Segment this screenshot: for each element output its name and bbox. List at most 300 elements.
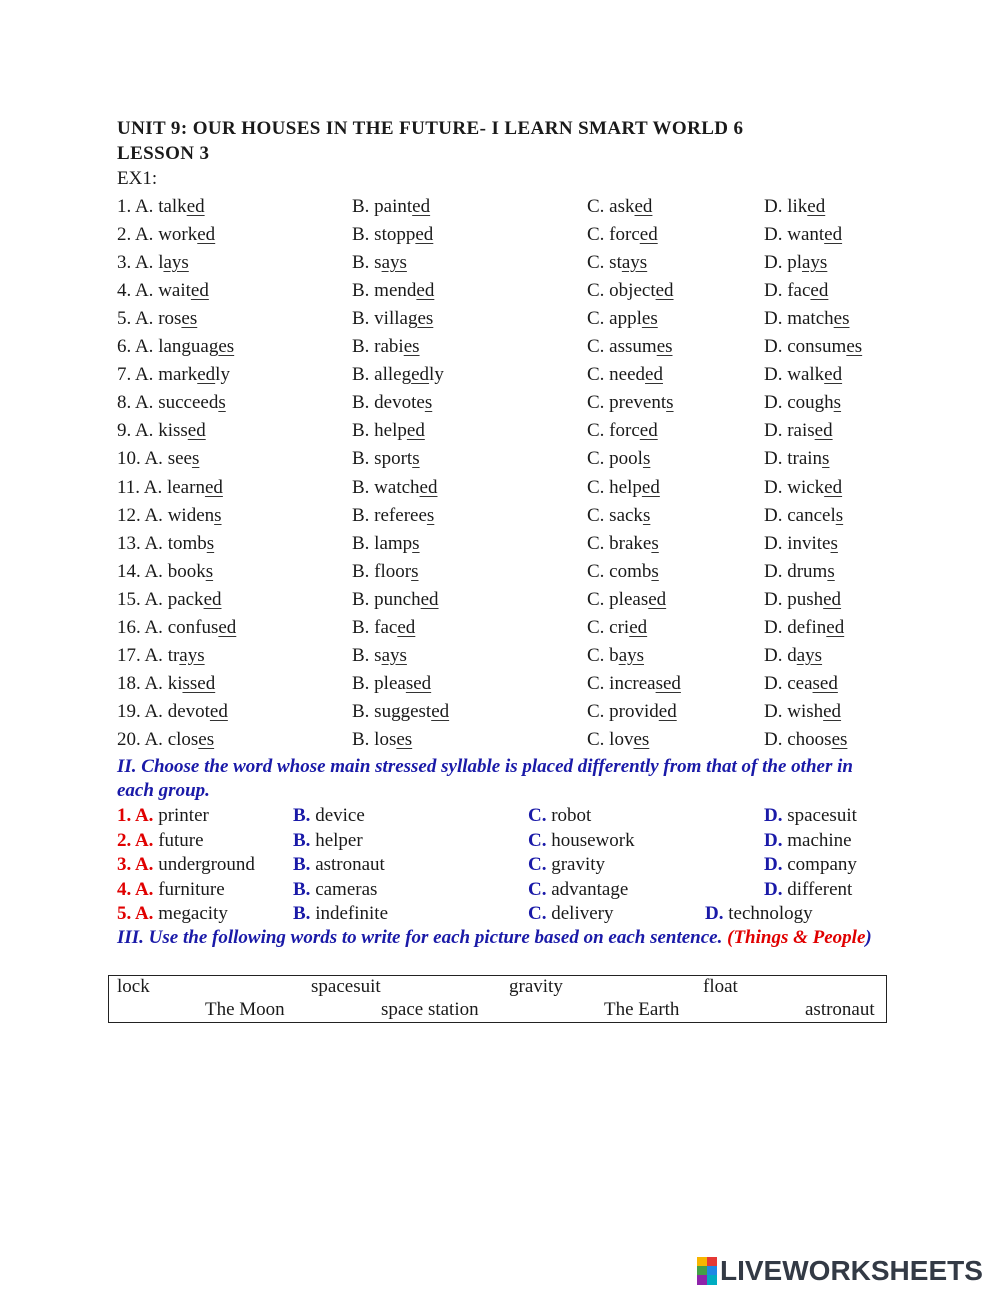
underlined-part: ed bbox=[406, 420, 425, 442]
option-c bbox=[587, 392, 674, 414]
question-number: 14. A. bbox=[117, 560, 168, 582]
word-part: B. paint bbox=[352, 196, 413, 217]
word-part: B. villag bbox=[352, 308, 418, 330]
underlined-part: s bbox=[424, 392, 433, 414]
option-letter: C. bbox=[528, 878, 552, 900]
option-letter: 5. A. bbox=[117, 903, 159, 925]
question-number: 13. A. bbox=[117, 532, 168, 554]
option-d bbox=[764, 420, 833, 442]
option-d bbox=[764, 617, 844, 639]
option-d bbox=[764, 805, 857, 827]
option-b bbox=[293, 879, 377, 901]
word-part: C. assum bbox=[587, 336, 657, 358]
option-d bbox=[764, 224, 842, 246]
option-c bbox=[528, 830, 635, 852]
underlined-part: ed bbox=[634, 196, 653, 217]
option-word: gravity bbox=[551, 854, 606, 876]
option-c bbox=[587, 420, 658, 442]
underlined-part: ays bbox=[381, 644, 407, 666]
word-part: see bbox=[167, 448, 192, 470]
question-number: 10. A. bbox=[117, 448, 168, 470]
option-letter: C. bbox=[528, 829, 552, 851]
word-part: B. devote bbox=[352, 392, 425, 414]
word-part: B. mend bbox=[352, 280, 417, 302]
question-number: 9. A. bbox=[117, 420, 159, 442]
option-c bbox=[528, 903, 614, 925]
underlined-part: ays bbox=[796, 644, 823, 666]
underlined-part: ed bbox=[186, 196, 205, 217]
underlined-part: es bbox=[641, 308, 658, 330]
word-part: D. pl bbox=[764, 252, 802, 274]
option-c bbox=[587, 701, 677, 723]
option-b bbox=[293, 854, 385, 876]
underlined-part: ed bbox=[807, 196, 826, 217]
option-c bbox=[587, 505, 650, 527]
underlined-part: ays bbox=[179, 644, 205, 666]
option-a bbox=[117, 830, 204, 852]
option-word: device bbox=[315, 805, 365, 826]
underlined-part: s bbox=[191, 448, 200, 470]
option-d bbox=[764, 364, 842, 386]
underlined-part: ed bbox=[655, 280, 674, 302]
option-c bbox=[587, 561, 659, 583]
word-part: D. push bbox=[764, 588, 824, 610]
exercise1-row bbox=[0, 224, 1000, 252]
logo-block bbox=[707, 1257, 717, 1266]
question-number: 17. A. bbox=[117, 644, 168, 666]
underlined-part: ed bbox=[420, 588, 439, 610]
underlined-part: es bbox=[831, 728, 848, 750]
option-a bbox=[117, 448, 199, 470]
underlined-part: es bbox=[218, 336, 235, 358]
exercise1-row bbox=[0, 533, 1000, 561]
option-word: cameras bbox=[315, 878, 378, 900]
option-letter: B. bbox=[293, 829, 316, 851]
word-part: kiss bbox=[158, 420, 188, 442]
word-part: C. st bbox=[587, 252, 622, 274]
option-d bbox=[764, 477, 842, 499]
underlined-part: es bbox=[417, 308, 434, 330]
word-part: D. walk bbox=[764, 364, 825, 386]
option-d bbox=[764, 645, 822, 667]
underlined-part: s bbox=[205, 560, 214, 582]
word-bank-item: float bbox=[703, 976, 738, 997]
underlined-part: ed bbox=[431, 700, 450, 722]
word-part: B. s bbox=[352, 252, 382, 274]
option-letter: B. bbox=[293, 903, 316, 925]
underlined-part: ays bbox=[621, 252, 648, 274]
underlined-part: s bbox=[651, 532, 659, 554]
liveworksheets-logo bbox=[697, 1254, 983, 1288]
option-letter: C. bbox=[528, 903, 552, 925]
option-word: future bbox=[158, 829, 204, 851]
option-c bbox=[587, 673, 681, 695]
word-part: C. prevent bbox=[587, 392, 667, 414]
question-number: 20. A. bbox=[117, 728, 168, 750]
underlined-part: sed bbox=[405, 672, 432, 694]
underlined-part: s bbox=[833, 392, 842, 414]
option-word: company bbox=[787, 854, 857, 876]
option-c bbox=[587, 448, 650, 470]
option-a bbox=[117, 701, 228, 723]
word-part: wait bbox=[158, 280, 191, 302]
word-part: l bbox=[158, 252, 164, 274]
underlined-part: ed bbox=[197, 364, 216, 386]
word-part: clos bbox=[167, 728, 199, 750]
word-part: D. choos bbox=[764, 728, 832, 750]
underlined-part: s bbox=[218, 392, 226, 414]
word-part: B. help bbox=[352, 420, 407, 442]
word-part: D. cough bbox=[764, 392, 834, 414]
underlined-part: ed bbox=[629, 616, 648, 638]
exercise1-row bbox=[0, 196, 1000, 224]
word-part: ki bbox=[167, 672, 183, 694]
option-d bbox=[764, 830, 852, 852]
word-bank-item: gravity bbox=[509, 976, 563, 997]
option-a bbox=[117, 308, 197, 330]
word-part: D. wick bbox=[764, 476, 825, 498]
exercise1-row bbox=[0, 729, 1000, 757]
underlined-part: ed bbox=[197, 224, 216, 246]
word-part: C. provid bbox=[587, 700, 659, 722]
word-part: B. rabi bbox=[352, 336, 404, 358]
word-part: C. need bbox=[587, 364, 646, 386]
option-d bbox=[764, 308, 849, 330]
option-c bbox=[528, 879, 628, 901]
underlined-part: ed bbox=[419, 476, 438, 498]
word-part: C. sack bbox=[587, 504, 643, 526]
exercise1-row bbox=[0, 645, 1000, 673]
option-c bbox=[587, 729, 649, 751]
section3-paren-close: ) bbox=[865, 927, 872, 948]
exercise1-row bbox=[0, 448, 1000, 476]
underlined-part: ed bbox=[641, 476, 660, 498]
option-a bbox=[117, 617, 236, 639]
option-d bbox=[764, 336, 862, 358]
option-b bbox=[352, 308, 433, 330]
exercise1-row bbox=[0, 420, 1000, 448]
underlined-part: s bbox=[411, 560, 419, 582]
option-b bbox=[293, 903, 388, 925]
logo-block bbox=[697, 1266, 707, 1275]
option-letter: 3. A. bbox=[117, 854, 159, 876]
word-part: C. help bbox=[587, 476, 642, 498]
underlined-part: ed bbox=[218, 616, 237, 638]
option-a bbox=[117, 336, 234, 358]
underlined-part: s bbox=[426, 504, 435, 526]
word-part: work bbox=[158, 224, 198, 246]
option-letter: D. bbox=[764, 878, 788, 900]
question-number: 4. A. bbox=[117, 280, 159, 302]
option-c bbox=[587, 645, 644, 667]
underlined-part: ed bbox=[648, 588, 667, 610]
question-number: 7. A. bbox=[117, 364, 159, 386]
underlined-part: ed bbox=[411, 364, 430, 386]
underlined-part: es bbox=[403, 336, 420, 358]
underlined-part: ed bbox=[826, 616, 845, 638]
underlined-part: s bbox=[206, 532, 215, 554]
option-letter: D. bbox=[705, 903, 729, 925]
option-c bbox=[587, 252, 647, 274]
option-d bbox=[764, 252, 827, 274]
word-part: C. pleas bbox=[587, 588, 649, 610]
underlined-part: s bbox=[642, 504, 651, 526]
option-b bbox=[352, 364, 444, 386]
underlined-part: es bbox=[633, 728, 650, 750]
question-number: 1. A. bbox=[117, 196, 159, 217]
option-c bbox=[587, 196, 652, 218]
word-bank-item: The Earth bbox=[604, 999, 680, 1020]
question-number: 18. A. bbox=[117, 672, 168, 694]
underlined-part: s bbox=[835, 504, 844, 526]
exercise1-row bbox=[0, 336, 1000, 364]
exercise-label: EX1: bbox=[117, 168, 158, 189]
option-word: underground bbox=[158, 854, 255, 876]
option-b bbox=[352, 477, 437, 499]
word-part: ly bbox=[215, 364, 230, 386]
word-part: devot bbox=[167, 700, 210, 722]
option-a bbox=[117, 729, 214, 751]
underlined-part: es bbox=[181, 308, 198, 330]
option-a bbox=[117, 224, 215, 246]
option-word: robot bbox=[551, 805, 592, 826]
exercise1-row bbox=[0, 701, 1000, 729]
word-part: D. want bbox=[764, 224, 825, 246]
exercise1-row bbox=[0, 252, 1000, 280]
option-a bbox=[117, 533, 214, 555]
option-a bbox=[117, 420, 206, 442]
underlined-part: ed bbox=[639, 224, 658, 246]
option-c bbox=[528, 854, 605, 876]
question-number: 5. A. bbox=[117, 308, 159, 330]
option-c bbox=[587, 224, 658, 246]
option-b bbox=[352, 673, 431, 695]
word-part: B. lamp bbox=[352, 532, 413, 554]
logo-text: LIVEWORKSHEETS bbox=[720, 1255, 983, 1286]
word-part: succeed bbox=[158, 392, 219, 414]
word-part: B. alleg bbox=[352, 364, 412, 386]
exercise1-row bbox=[0, 505, 1000, 533]
word-part: C. b bbox=[587, 644, 619, 666]
option-c bbox=[587, 308, 658, 330]
section3-highlight: Things & People bbox=[733, 927, 866, 948]
underlined-part: ed bbox=[824, 476, 843, 498]
option-a bbox=[117, 561, 213, 583]
word-part: D. consum bbox=[764, 336, 847, 358]
question-number: 16. A. bbox=[117, 616, 168, 638]
option-c bbox=[528, 805, 591, 827]
option-c bbox=[587, 617, 647, 639]
word-part: C. increa bbox=[587, 672, 656, 694]
option-word: different bbox=[787, 878, 853, 900]
word-part: languag bbox=[158, 336, 219, 358]
option-b bbox=[352, 701, 449, 723]
underlined-part: ed bbox=[824, 224, 843, 246]
underlined-part: s bbox=[822, 448, 830, 470]
word-part: B. suggest bbox=[352, 700, 432, 722]
option-b bbox=[352, 729, 412, 751]
option-a bbox=[117, 589, 222, 611]
option-a bbox=[117, 854, 255, 876]
logo-block bbox=[707, 1266, 717, 1275]
option-d bbox=[764, 392, 841, 414]
lesson-title: LESSON 3 bbox=[117, 143, 210, 164]
option-word: machine bbox=[787, 829, 852, 851]
underlined-part: ed bbox=[415, 224, 434, 246]
option-a bbox=[117, 673, 215, 695]
option-a bbox=[117, 252, 189, 274]
option-d bbox=[764, 673, 838, 695]
option-b bbox=[293, 805, 365, 827]
underlined-part: ed bbox=[209, 700, 228, 722]
option-word: housework bbox=[551, 829, 635, 851]
option-b bbox=[352, 336, 420, 358]
underlined-part: es bbox=[846, 336, 863, 358]
word-part: ly bbox=[429, 364, 444, 386]
word-part: D. fac bbox=[764, 280, 811, 302]
section2-row bbox=[0, 805, 1000, 830]
option-letter: C. bbox=[528, 854, 552, 876]
option-letter: 4. A. bbox=[117, 878, 159, 900]
section3-heading-text: III. Use the following words to write for each picture based on each sentence. bbox=[117, 927, 723, 948]
option-b bbox=[352, 280, 434, 302]
word-bank-item: space station bbox=[381, 999, 479, 1020]
underlined-part: ssed bbox=[182, 672, 216, 694]
option-letter: B. bbox=[293, 878, 316, 900]
option-a bbox=[117, 903, 228, 925]
option-a bbox=[117, 505, 222, 527]
option-letter: B. bbox=[293, 854, 316, 876]
question-number: 6. A. bbox=[117, 336, 159, 358]
option-d bbox=[764, 561, 835, 583]
option-b bbox=[352, 392, 432, 414]
underlined-part: ed bbox=[810, 280, 829, 302]
option-a bbox=[117, 879, 225, 901]
exercise1-row bbox=[0, 673, 1000, 701]
underlined-part: ays bbox=[618, 644, 645, 666]
logo-blocks-icon bbox=[697, 1257, 717, 1285]
option-a bbox=[117, 392, 226, 414]
option-a bbox=[117, 280, 209, 302]
option-word: megacity bbox=[158, 903, 228, 925]
word-part: tr bbox=[167, 644, 180, 666]
underlined-part: ed bbox=[639, 420, 658, 442]
option-letter: C. bbox=[528, 805, 552, 826]
section2-row bbox=[0, 879, 1000, 904]
option-d bbox=[764, 505, 843, 527]
section2-heading: II. Choose the word whose main stressed syllable is placed differently from that of the other in each group. bbox=[117, 756, 853, 801]
option-word: printer bbox=[158, 805, 209, 826]
underlined-part: s bbox=[412, 532, 420, 554]
word-part: mark bbox=[158, 364, 198, 386]
logo-block bbox=[697, 1275, 707, 1285]
option-d bbox=[764, 196, 825, 218]
option-a bbox=[117, 477, 223, 499]
word-part: B. floor bbox=[352, 560, 412, 582]
option-b bbox=[352, 589, 439, 611]
option-d bbox=[764, 729, 847, 751]
logo-block bbox=[707, 1275, 717, 1285]
word-part: C. object bbox=[587, 280, 656, 302]
word-part: D. train bbox=[764, 448, 823, 470]
option-a bbox=[117, 645, 205, 667]
word-part: B. punch bbox=[352, 588, 421, 610]
question-number: 2. A. bbox=[117, 224, 159, 246]
option-b bbox=[352, 448, 420, 470]
word-part: confus bbox=[167, 616, 219, 638]
option-c bbox=[587, 336, 673, 358]
option-d bbox=[764, 280, 828, 302]
underlined-part: s bbox=[666, 392, 674, 414]
word-part: ros bbox=[158, 308, 182, 330]
word-part: book bbox=[167, 560, 206, 582]
word-part: D. cancel bbox=[764, 504, 836, 526]
word-part: D. rais bbox=[764, 420, 815, 442]
word-part: D. match bbox=[764, 308, 834, 330]
question-number: 8. A. bbox=[117, 392, 159, 414]
exercise1-row bbox=[0, 392, 1000, 420]
exercise1-row bbox=[0, 561, 1000, 589]
option-b bbox=[352, 561, 419, 583]
option-b bbox=[293, 830, 363, 852]
underlined-part: s bbox=[651, 560, 659, 582]
word-part: B. stopp bbox=[352, 224, 416, 246]
word-bank-item: The Moon bbox=[205, 999, 285, 1020]
word-part: D. lik bbox=[764, 196, 808, 217]
word-part: B. referee bbox=[352, 504, 427, 526]
word-bank-box bbox=[108, 975, 887, 1023]
section2-row bbox=[0, 830, 1000, 855]
word-part: D. invite bbox=[764, 532, 831, 554]
word-part: C. cri bbox=[587, 616, 630, 638]
word-part: D. cea bbox=[764, 672, 813, 694]
underlined-part: ed bbox=[814, 420, 833, 442]
option-letter: 1. A. bbox=[117, 805, 159, 826]
question-number: 3. A. bbox=[117, 252, 159, 274]
underlined-part: ed bbox=[412, 196, 431, 217]
underlined-part: ed bbox=[187, 420, 206, 442]
exercise1-row bbox=[0, 308, 1000, 336]
underlined-part: ed bbox=[397, 616, 416, 638]
question-number: 12. A. bbox=[117, 504, 168, 526]
word-part: pack bbox=[167, 588, 204, 610]
option-b bbox=[352, 533, 420, 555]
underlined-part: s bbox=[827, 560, 835, 582]
underlined-part: s bbox=[642, 448, 651, 470]
word-part: D. d bbox=[764, 644, 797, 666]
word-bank-item: astronaut bbox=[805, 999, 875, 1020]
underlined-part: sed bbox=[812, 672, 838, 694]
question-number: 11. A. bbox=[117, 476, 167, 498]
exercise1-row bbox=[0, 477, 1000, 505]
option-b bbox=[352, 645, 407, 667]
option-b bbox=[352, 252, 407, 274]
option-d bbox=[764, 879, 852, 901]
underlined-part: ed bbox=[416, 280, 435, 302]
exercise1-row bbox=[0, 280, 1000, 308]
word-part: C. pool bbox=[587, 448, 643, 470]
option-c bbox=[587, 589, 666, 611]
exercise1-row bbox=[0, 364, 1000, 392]
word-part: B. sport bbox=[352, 448, 413, 470]
underlined-part: es bbox=[198, 728, 215, 750]
word-part: B. los bbox=[352, 728, 397, 750]
option-b bbox=[352, 420, 425, 442]
section2-row bbox=[0, 854, 1000, 879]
option-c bbox=[587, 364, 663, 386]
option-b bbox=[352, 196, 430, 218]
option-letter: D. bbox=[764, 854, 788, 876]
